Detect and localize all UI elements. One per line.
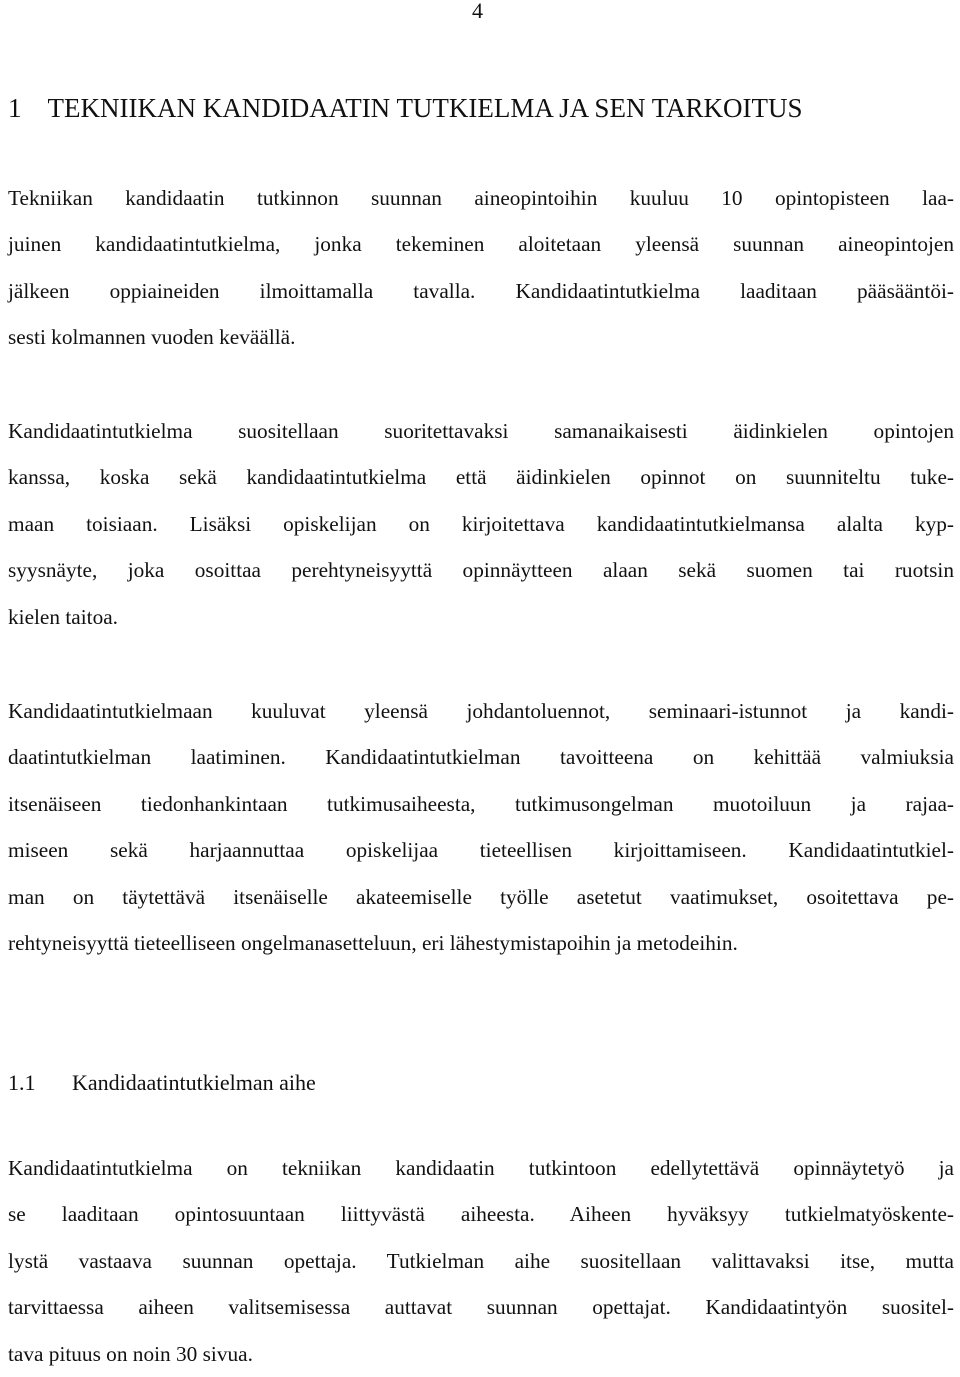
text-line: sesti kolmannen vuoden keväällä. <box>8 325 296 350</box>
page-number: 4 <box>472 0 483 23</box>
text-line: Kandidaatintutkielma suositellaan suoritettavaksi samanaikaisesti äidinkielen opintojen <box>8 419 954 443</box>
text-line: Kandidaatintutkielma on tekniikan kandidaatin tutkintoon edellytettävä opinnäytetyö ja <box>8 1156 954 1180</box>
text-line: lystä vastaava suunnan opettaja. Tutkielman aihe suositellaan valittavaksi itse, mutta <box>8 1248 954 1273</box>
section-heading <box>8 88 803 128</box>
text-line: itsenäiseen tiedonhankintaan tutkimusaiheesta, tutkimusongelman muotoiluun ja rajaa- <box>8 791 954 816</box>
subsection-heading <box>8 1064 316 1102</box>
text-line: tava pituus on noin 30 sivua. <box>8 1341 253 1366</box>
section-title: TEKNIIKAN KANDIDAATIN TUTKIELMA JA SEN TARKOITUS <box>47 93 803 123</box>
text-line: miseen sekä harjaannuttaa opiskelijaa tieteellisen kirjoittamiseen. Kandidaatintutkiel- <box>8 838 954 863</box>
timing-paragraph <box>8 408 954 640</box>
text-line: Kandidaatintutkielmaan kuuluvat yleensä johdantoluennot, seminaari-istunnot ja kandi- <box>8 699 954 723</box>
text-line: se laaditaan opintosuuntaan liittyvästä aiheesta. Aiheen hyväksyy tutkielmatyöskente- <box>8 1202 954 1227</box>
text-line: man on täytettävä itsenäiselle akateemiselle työlle asetetut vaatimukset, osoitettava pe- <box>8 884 954 909</box>
subsection-title: Kandidaatintutkielman aihe <box>72 1070 316 1095</box>
intro-paragraph <box>8 175 954 361</box>
text-line: Tekniikan kandidaatin tutkinnon suunnan aineopintoihin kuuluu 10 opintopisteen laa- <box>8 186 954 210</box>
text-line: kielen taitoa. <box>8 604 118 629</box>
text-line: maan toisiaan. Lisäksi opiskelijan on kirjoitettava kandidaatintutkielmansa alalta kyp- <box>8 511 954 536</box>
text-line: rehtyneisyyttä tieteelliseen ongelmanasetteluun, eri lähestymistapoihin ja metodeihin. <box>8 930 738 955</box>
section-number: 1 <box>8 93 22 123</box>
text-line: jälkeen oppiaineiden ilmoittamalla tavalla. Kandidaatintutkielma laaditaan pääsääntöi- <box>8 278 954 303</box>
topic-paragraph <box>8 1145 954 1377</box>
goals-paragraph <box>8 688 954 966</box>
text-line: daatintutkielman laatiminen. Kandidaatintutkielman tavoitteena on kehittää valmiuksia <box>8 745 954 770</box>
text-line: kanssa, koska sekä kandidaatintutkielma että äidinkielen opinnot on suunniteltu tuke- <box>8 465 954 490</box>
text-line: tarvittaessa aiheen valitsemisessa auttavat suunnan opettajat. Kandidaatintyön suositel- <box>8 1295 954 1320</box>
text-line: juinen kandidaatintutkielma, jonka tekeminen aloitetaan yleensä suunnan aineopintojen <box>8 232 954 257</box>
text-line: syysnäyte, joka osoittaa perehtyneisyyttä opinnäytteen alaan sekä suomen tai ruotsin <box>8 558 954 583</box>
subsection-number: 1.1 <box>8 1070 36 1095</box>
